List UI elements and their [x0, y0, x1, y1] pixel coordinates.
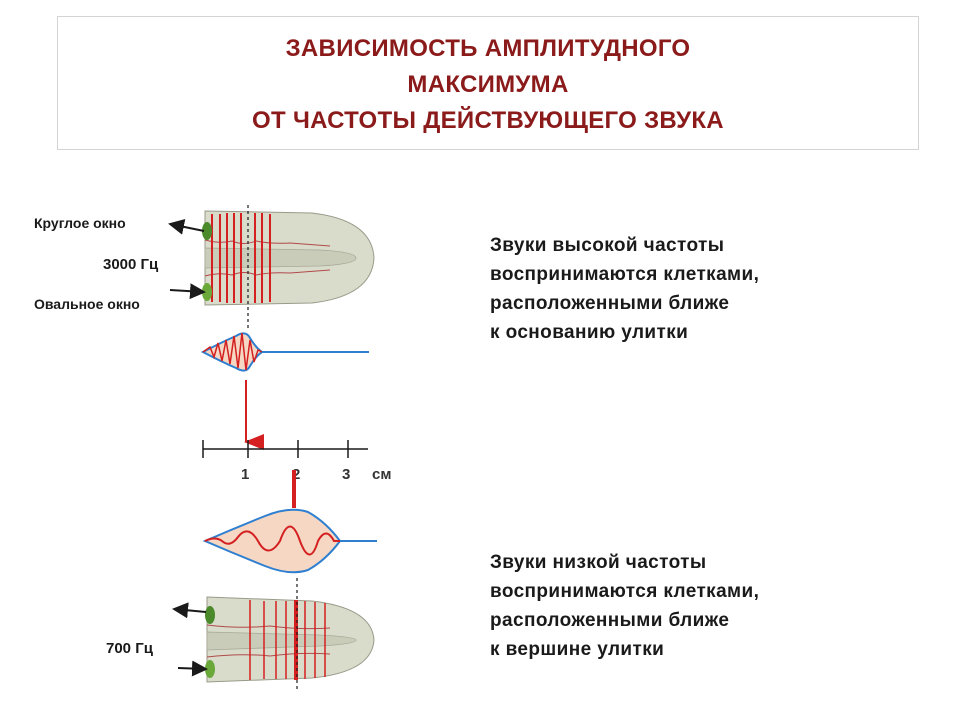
oval-window-membrane [205, 660, 215, 678]
wave-low [205, 510, 377, 573]
arrow-icon [174, 609, 206, 612]
high-resonance-lines [212, 213, 270, 303]
arrow-icon [178, 668, 206, 669]
oval-window-label: Овальное окно [34, 296, 140, 312]
freq-high-label: 3000 Гц [103, 256, 159, 273]
cochlea-low [174, 578, 374, 690]
wave-high [203, 333, 369, 371]
tick-label: 3 [342, 466, 351, 483]
freq-low-label: 700 Гц [106, 640, 153, 657]
scale-unit: см [372, 466, 392, 483]
low-text-line: Звуки низкой частоты [490, 552, 707, 573]
title-line-1: ЗАВИСИМОСТЬ АМПЛИТУДНОГО [285, 35, 691, 62]
cochlea-high [170, 205, 374, 330]
low-text-line: расположенными ближе [490, 610, 730, 631]
distance-scale [203, 380, 391, 508]
round-window-label: Круглое окно [34, 215, 126, 231]
high-text-line: Звуки высокой частоты [490, 235, 725, 256]
high-text-line: воспринимаются клетками, [490, 264, 760, 285]
arrow-icon [170, 290, 204, 292]
tick-label: 2 [292, 466, 301, 483]
title-line-3: ОТ ЧАСТОТЫ ДЕЙСТВУЮЩЕГО ЗВУКА [252, 107, 724, 134]
round-window-membrane [205, 606, 215, 624]
tick-label: 1 [241, 466, 250, 483]
high-text-line: к основанию улитки [490, 322, 689, 343]
high-text-line: расположенными ближе [490, 293, 730, 314]
low-text-line: к вершине улитки [490, 639, 665, 660]
arrow-icon [170, 224, 204, 231]
low-text-line: воспринимаются клетками, [490, 581, 760, 602]
title-line-2: МАКСИМУМА [407, 71, 569, 98]
